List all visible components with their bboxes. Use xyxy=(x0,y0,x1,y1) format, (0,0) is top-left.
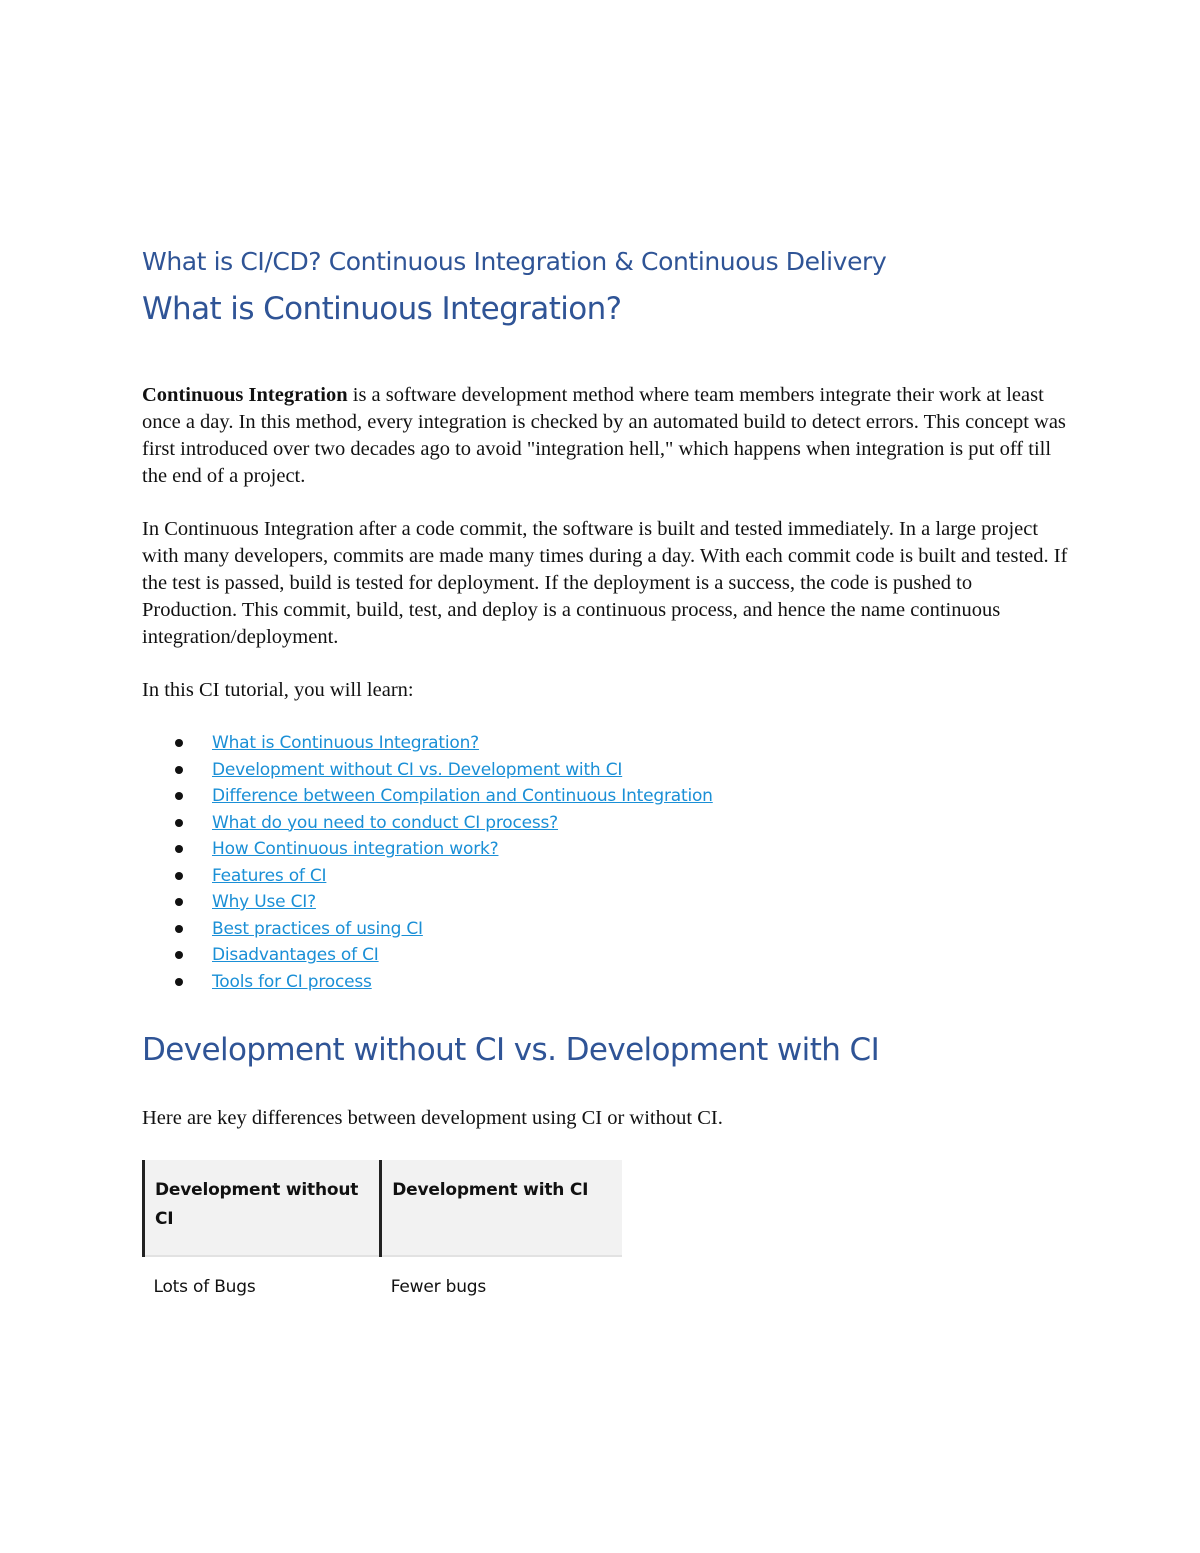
document-page xyxy=(142,240,1072,1323)
comparison-intro: Here are key differences between development using CI or without CI. xyxy=(142,1107,723,1129)
toc-item xyxy=(142,969,1072,996)
toc-item xyxy=(142,730,1072,757)
toc-link-tools[interactable]: Tools for CI process xyxy=(212,971,372,992)
toc-link-compilation-vs-ci[interactable]: Difference between Compilation and Continuous Integration xyxy=(212,786,713,806)
bullet-icon xyxy=(175,978,183,986)
toc-link-ci-requirements[interactable]: What do you need to conduct CI process? xyxy=(212,812,559,833)
process-paragraph: In Continuous Integration after a code commit, the software is built and tested immediately. In a large project with many developers, commits are made many times during a day. With each commit code is built and tested. If the test is passed, build is tested for deployment. If the deployment is a success, the code is pushed to Production. This commit, build, test, and deploy is a continuous process, and hence the name continuous integration/deployment. xyxy=(142,518,1068,648)
toc-item xyxy=(142,942,1072,969)
toc-link-dev-without-vs-with-ci[interactable]: Development without CI vs. Development with CI xyxy=(212,759,623,780)
toc-item xyxy=(142,810,1072,837)
document-title: What is CI/CD? Continuous Integration & Continuous Delivery xyxy=(142,247,887,276)
toc-link-features-of-ci[interactable]: Features of CI xyxy=(212,865,327,886)
table-header-without-ci: Development without CI xyxy=(144,1160,381,1256)
bullet-icon xyxy=(175,792,183,800)
toc-item xyxy=(142,916,1072,943)
section-heading-continuous-integration: What is Continuous Integration? xyxy=(142,291,622,327)
toc-link-why-use-ci[interactable]: Why Use CI? xyxy=(212,892,316,912)
bullet-icon xyxy=(175,819,183,827)
toc-link-best-practices[interactable]: Best practices of using CI xyxy=(212,918,423,939)
table-cell: Lots of Bugs xyxy=(153,1277,256,1297)
bullet-icon xyxy=(175,872,183,880)
toc-item xyxy=(142,783,1072,810)
table-cell: Fewer bugs xyxy=(390,1277,487,1297)
toc-link-how-ci-works[interactable]: How Continuous integration work? xyxy=(212,839,499,859)
bullet-icon xyxy=(175,845,183,853)
toc-item xyxy=(142,863,1072,890)
intro-paragraph xyxy=(142,382,1072,490)
intro-bold-term: Continuous Integration xyxy=(142,384,348,406)
comparison-table xyxy=(142,1160,622,1323)
tutorial-lead-in: In this CI tutorial, you will learn: xyxy=(142,679,414,701)
toc-link-disadvantages[interactable]: Disadvantages of CI xyxy=(212,945,379,965)
toc-item xyxy=(142,889,1072,916)
table-of-contents xyxy=(142,730,1072,995)
bullet-icon xyxy=(175,739,183,747)
bullet-icon xyxy=(175,766,183,774)
toc-link-what-is-ci[interactable]: What is Continuous Integration? xyxy=(212,733,479,753)
table-row xyxy=(144,1256,623,1323)
bullet-icon xyxy=(175,925,183,933)
bullet-icon xyxy=(175,951,183,959)
bullet-icon xyxy=(175,898,183,906)
toc-item xyxy=(142,836,1072,863)
section-heading-dev-comparison: Development without CI vs. Development with CI xyxy=(142,1032,880,1068)
table-header-row xyxy=(144,1160,623,1256)
intro-paragraph-text: is a software development method where team members integrate their work at least once a day. In this method, every integration is checked by an automated build to detect errors. This concept was first introduced over two decades ago to avoid "integration hell," which happens when integration is put off till the end of a project. xyxy=(142,384,1066,487)
table-header-with-ci: Development with CI xyxy=(381,1160,622,1256)
toc-item xyxy=(142,757,1072,784)
